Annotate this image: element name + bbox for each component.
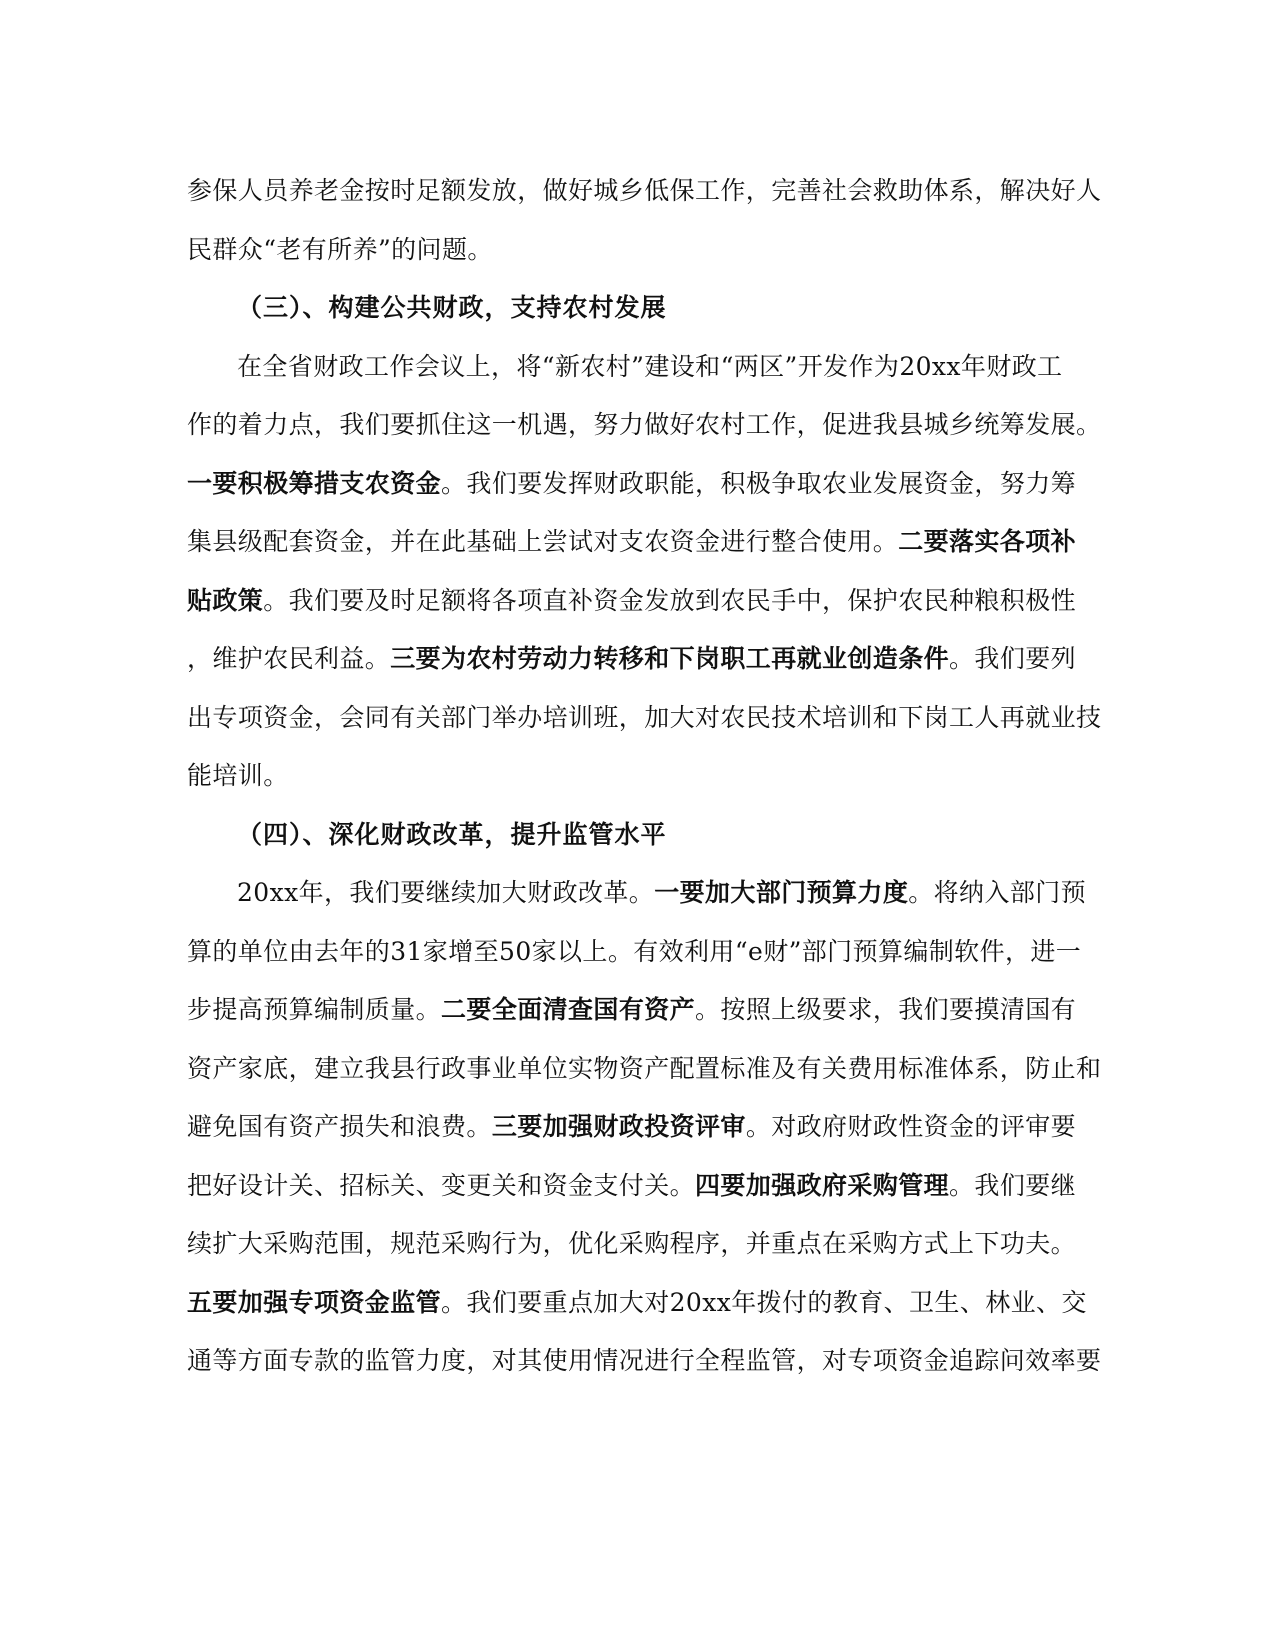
bold-key-point: 二要落实各项补	[898, 527, 1077, 556]
text-segment: ，维护农民利益。	[187, 644, 391, 673]
paragraph-line	[187, 923, 1087, 982]
text-segment: 民群众“老有所养”的问题。	[187, 234, 493, 264]
paragraph-line	[187, 689, 1102, 748]
paragraph-line	[187, 981, 1087, 1040]
text-segment: 避免国有资产损失和浪费。	[187, 1112, 492, 1141]
paragraph-line	[187, 455, 1087, 514]
paragraph-line	[187, 1215, 1087, 1274]
paragraph-line	[187, 572, 1087, 631]
text-segment: 。我们要发挥财政职能，积极争取农业发展资金，努力筹	[441, 468, 1077, 498]
text-segment: 。我们要列	[949, 644, 1077, 673]
paragraph-line	[187, 1157, 1087, 1216]
text-segment: 。将纳入部门预	[908, 878, 1087, 907]
paragraph-line	[187, 513, 1087, 572]
paragraph-line	[187, 1098, 1087, 1157]
paragraph-line	[187, 864, 1087, 923]
text-segment: 集县级配套资金，并在此基础上尝试对支农资金进行整合使用。	[187, 527, 899, 556]
text-segment: 20xx年，我们要继续加大财政改革。	[237, 878, 655, 907]
text-segment: 。按照上级要求，我们要摸清国有	[695, 995, 1077, 1024]
text-segment: 把好设计关、招标关、变更关和资金支付关。	[187, 1170, 696, 1200]
text-segment: 。我们要重点加大对20xx年拨付的教育、卫生、林业、交	[441, 1287, 1087, 1317]
section-heading	[187, 806, 1087, 865]
paragraph-line	[187, 1040, 1102, 1099]
text-segment: 在全省财政工作会议上，将“新农村”建设和“两区”开发作为20xx年财政工	[237, 351, 1063, 381]
section-heading	[187, 279, 1087, 338]
paragraph-line	[187, 1274, 1087, 1333]
heading-text: （四）、深化财政改革，提升监管水平	[237, 819, 667, 849]
paragraph-line	[187, 162, 1102, 221]
text-segment: 出专项资金，会同有关部门举办培训班，加大对农民技术培训和下岗工人再就业技	[187, 702, 1102, 732]
text-segment: 。我们要及时足额将各项直补资金发放到农民手中，保护农民种粮积极性	[263, 585, 1077, 615]
bold-key-point: 五要加强专项资金监管	[187, 1287, 442, 1317]
bold-key-point: 二要全面清查国有资产	[441, 995, 696, 1024]
bold-key-point: 三要加强财政投资评审	[491, 1112, 746, 1141]
text-segment: 资产家底，建立我县行政事业单位实物资产配置标准及有关费用标准体系，防止和	[187, 1053, 1102, 1083]
text-segment: 算的单位由去年的31家增至50家以上。有效利用“e财”部门预算编制软件，进一	[187, 936, 1082, 966]
bold-key-point: 四要加强政府采购管理	[695, 1170, 950, 1200]
bold-key-point: 一要积极筹措支农资金	[187, 468, 442, 498]
paragraph-line	[187, 396, 1102, 455]
text-segment: 续扩大采购范围，规范采购行为，优化采购程序，并重点在采购方式上下功夫。	[187, 1229, 1077, 1258]
bold-key-point: 贴政策	[187, 585, 264, 615]
bold-key-point: 一要加大部门预算力度	[654, 878, 909, 907]
paragraph-line	[187, 747, 1087, 806]
paragraph-line	[187, 221, 1087, 280]
text-segment: 。我们要继	[949, 1170, 1077, 1200]
text-segment: 参保人员养老金按时足额发放，做好城乡低保工作，完善社会救助体系，解决好人	[187, 176, 1102, 205]
text-segment: 能培训。	[187, 761, 289, 790]
heading-text: （三）、构建公共财政，支持农村发展	[237, 293, 667, 322]
bold-key-point: 三要为农村劳动力转移和下岗职工再就业创造条件	[390, 644, 950, 673]
text-segment: 步提高预算编制质量。	[187, 995, 442, 1024]
paragraph-line	[187, 630, 1087, 689]
text-segment: 通等方面专款的监管力度，对其使用情况进行全程监管，对专项资金追踪问效率要	[187, 1346, 1102, 1375]
text-segment: 。对政府财政性资金的评审要	[745, 1112, 1077, 1141]
text-segment: 作的着力点，我们要抓住这一机遇，努力做好农村工作，促进我县城乡统筹发展。	[187, 410, 1102, 439]
paragraph-line	[187, 1332, 1102, 1391]
document-body	[187, 162, 1102, 1391]
paragraph-line	[187, 338, 1087, 397]
